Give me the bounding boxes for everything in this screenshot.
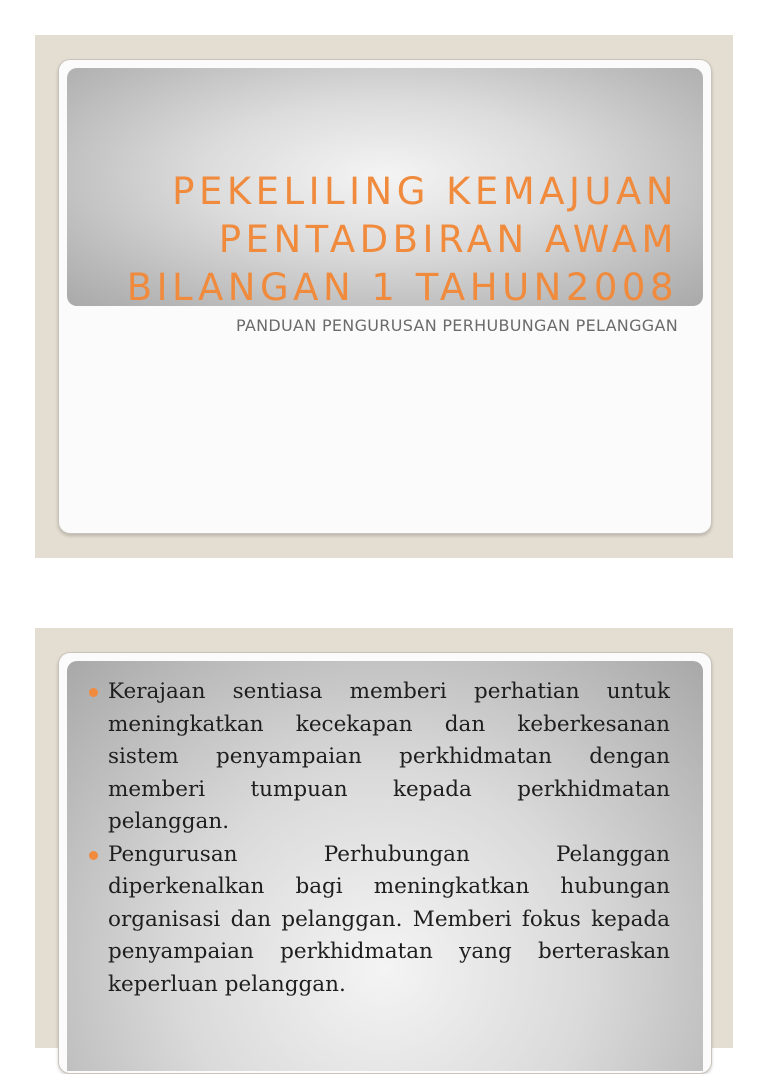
bullet-text: Kerajaan sentiasa memberi perhatian untuk meningkatkan kecekapan dan keberkesanan sistem penyampaian perkhidmatan dengan memberi tumpuan kepada perkhidmatan pelanggan.	[108, 679, 670, 834]
slide-2	[35, 628, 733, 1048]
slide-1	[35, 35, 733, 558]
bullet-item	[86, 676, 670, 839]
bullet-item	[86, 839, 670, 1002]
slide-2-card	[58, 652, 712, 1074]
title-line-3: BILANGAN 1 TAHUN2008	[126, 266, 678, 309]
title-line-1: PEKELILING KEMAJUAN	[172, 170, 678, 213]
slide-subtitle: PANDUAN PENGURUSAN PERHUBUNGAN PELANGGAN	[235, 316, 678, 335]
bullet-dot-icon	[89, 688, 98, 697]
slide-1-card	[58, 59, 712, 534]
slide-title	[78, 168, 678, 312]
bullet-text: Pengurusan Perhubungan Pelanggan diperkenalkan bagi meningkatkan hubungan organisasi dan pelanggan. Memberi fokus kepada penyampaian perkhidmatan yang berteraskan keperluan pelanggan.	[108, 841, 670, 997]
bullet-list	[86, 676, 670, 1001]
title-line-2: PENTADBIRAN AWAM	[218, 218, 678, 261]
content-band	[67, 661, 703, 1071]
bullet-dot-icon	[89, 851, 98, 860]
